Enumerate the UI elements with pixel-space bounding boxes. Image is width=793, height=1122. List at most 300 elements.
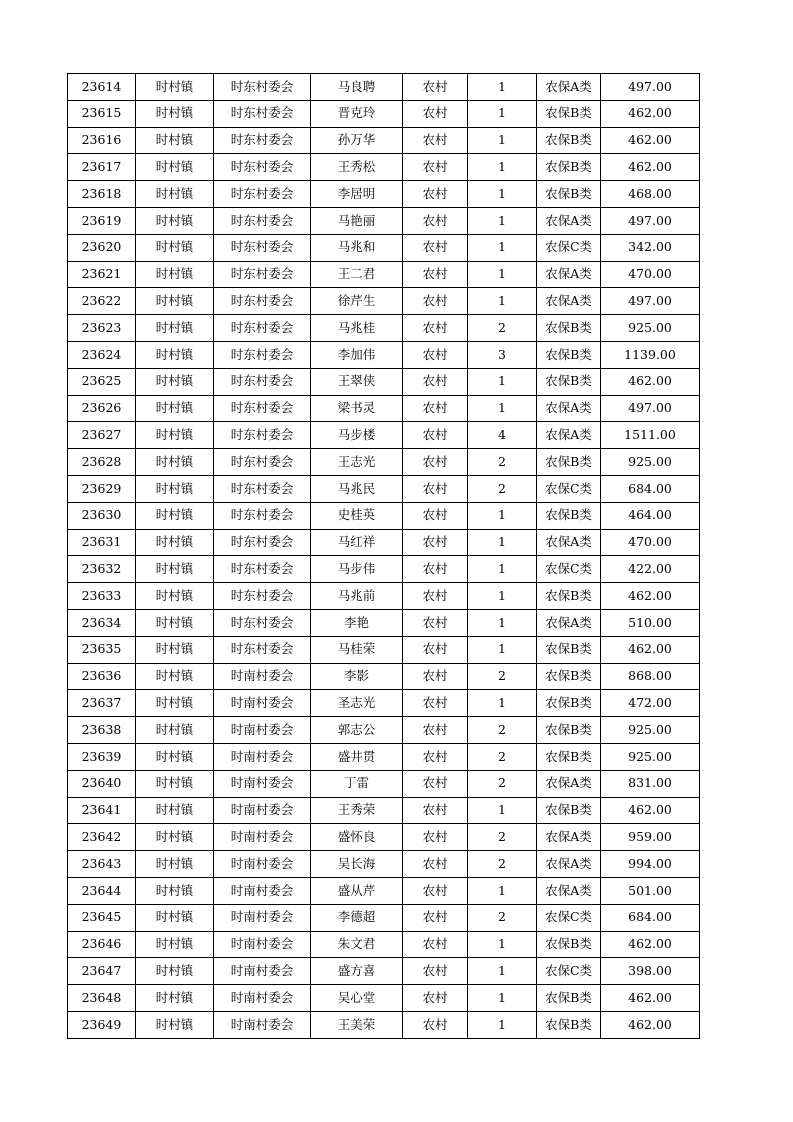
village-committee-cell: 时南村委会 — [214, 1011, 311, 1038]
person-name-cell: 孙万华 — [311, 127, 403, 154]
village-committee-cell: 时南村委会 — [214, 770, 311, 797]
member-count-cell: 1 — [468, 690, 537, 717]
member-count-cell: 1 — [468, 207, 537, 234]
record-id-cell: 23629 — [68, 475, 136, 502]
record-id-cell: 23620 — [68, 234, 136, 261]
person-name-cell: 盛井贯 — [311, 743, 403, 770]
insurance-category-cell: 农保A类 — [537, 261, 601, 288]
household-type-cell: 农村 — [403, 529, 468, 556]
amount-cell: 462.00 — [601, 1011, 700, 1038]
village-committee-cell: 时东村委会 — [214, 341, 311, 368]
insurance-category-cell: 农保A类 — [537, 851, 601, 878]
village-committee-cell: 时南村委会 — [214, 690, 311, 717]
town-cell: 时村镇 — [136, 261, 214, 288]
town-cell: 时村镇 — [136, 395, 214, 422]
insurance-category-cell: 农保B类 — [537, 154, 601, 181]
person-name-cell: 李加伟 — [311, 341, 403, 368]
table-row — [68, 449, 700, 476]
table-row — [68, 609, 700, 636]
person-name-cell: 朱文君 — [311, 931, 403, 958]
record-id-cell: 23645 — [68, 904, 136, 931]
amount-cell: 462.00 — [601, 154, 700, 181]
record-id-cell: 23640 — [68, 770, 136, 797]
town-cell: 时村镇 — [136, 315, 214, 342]
person-name-cell: 王秀松 — [311, 154, 403, 181]
village-committee-cell: 时东村委会 — [214, 181, 311, 208]
village-committee-cell: 时东村委会 — [214, 556, 311, 583]
town-cell: 时村镇 — [136, 931, 214, 958]
village-committee-cell: 时东村委会 — [214, 422, 311, 449]
member-count-cell: 2 — [468, 663, 537, 690]
member-count-cell: 1 — [468, 234, 537, 261]
village-committee-cell: 时东村委会 — [214, 368, 311, 395]
member-count-cell: 1 — [468, 100, 537, 127]
village-committee-cell: 时东村委会 — [214, 502, 311, 529]
member-count-cell: 1 — [468, 609, 537, 636]
record-id-cell: 23639 — [68, 743, 136, 770]
person-name-cell: 马兆桂 — [311, 315, 403, 342]
household-type-cell: 农村 — [403, 475, 468, 502]
amount-cell: 684.00 — [601, 475, 700, 502]
record-id-cell: 23628 — [68, 449, 136, 476]
village-committee-cell: 时南村委会 — [214, 743, 311, 770]
record-id-cell: 23648 — [68, 985, 136, 1012]
insurance-category-cell: 农保B类 — [537, 690, 601, 717]
amount-cell: 1511.00 — [601, 422, 700, 449]
member-count-cell: 2 — [468, 449, 537, 476]
table-row — [68, 851, 700, 878]
insurance-category-cell: 农保A类 — [537, 770, 601, 797]
member-count-cell: 1 — [468, 958, 537, 985]
table-row — [68, 877, 700, 904]
record-id-cell: 23644 — [68, 877, 136, 904]
records-body — [68, 74, 700, 1039]
household-type-cell: 农村 — [403, 1011, 468, 1038]
village-committee-cell: 时南村委会 — [214, 904, 311, 931]
member-count-cell: 1 — [468, 127, 537, 154]
amount-cell: 470.00 — [601, 261, 700, 288]
member-count-cell: 1 — [468, 877, 537, 904]
household-type-cell: 农村 — [403, 904, 468, 931]
member-count-cell: 2 — [468, 475, 537, 502]
amount-cell: 462.00 — [601, 100, 700, 127]
amount-cell: 925.00 — [601, 717, 700, 744]
member-count-cell: 2 — [468, 743, 537, 770]
household-type-cell: 农村 — [403, 181, 468, 208]
insurance-category-cell: 农保B类 — [537, 583, 601, 610]
town-cell: 时村镇 — [136, 636, 214, 663]
record-id-cell: 23622 — [68, 288, 136, 315]
village-committee-cell: 时南村委会 — [214, 877, 311, 904]
village-committee-cell: 时东村委会 — [214, 395, 311, 422]
table-row — [68, 743, 700, 770]
person-name-cell: 吴长海 — [311, 851, 403, 878]
household-type-cell: 农村 — [403, 315, 468, 342]
village-committee-cell: 时南村委会 — [214, 663, 311, 690]
household-type-cell: 农村 — [403, 583, 468, 610]
member-count-cell: 3 — [468, 341, 537, 368]
town-cell: 时村镇 — [136, 556, 214, 583]
insurance-category-cell: 农保B类 — [537, 797, 601, 824]
record-id-cell: 23641 — [68, 797, 136, 824]
member-count-cell: 1 — [468, 261, 537, 288]
household-type-cell: 农村 — [403, 636, 468, 663]
village-committee-cell: 时东村委会 — [214, 261, 311, 288]
town-cell: 时村镇 — [136, 609, 214, 636]
household-type-cell: 农村 — [403, 851, 468, 878]
town-cell: 时村镇 — [136, 743, 214, 770]
insurance-category-cell: 农保B类 — [537, 636, 601, 663]
insurance-category-cell: 农保B类 — [537, 315, 601, 342]
insurance-category-cell: 农保B类 — [537, 341, 601, 368]
record-id-cell: 23619 — [68, 207, 136, 234]
household-type-cell: 农村 — [403, 449, 468, 476]
table-row — [68, 529, 700, 556]
member-count-cell: 2 — [468, 770, 537, 797]
insurance-category-cell: 农保A类 — [537, 288, 601, 315]
table-row — [68, 636, 700, 663]
town-cell: 时村镇 — [136, 154, 214, 181]
household-type-cell: 农村 — [403, 422, 468, 449]
village-committee-cell: 时南村委会 — [214, 717, 311, 744]
record-id-cell: 23630 — [68, 502, 136, 529]
table-row — [68, 663, 700, 690]
insurance-category-cell: 农保A类 — [537, 609, 601, 636]
amount-cell: 501.00 — [601, 877, 700, 904]
insurance-category-cell: 农保B类 — [537, 985, 601, 1012]
table-row — [68, 958, 700, 985]
town-cell: 时村镇 — [136, 127, 214, 154]
person-name-cell: 郭志公 — [311, 717, 403, 744]
amount-cell: 497.00 — [601, 74, 700, 101]
town-cell: 时村镇 — [136, 717, 214, 744]
village-committee-cell: 时南村委会 — [214, 958, 311, 985]
town-cell: 时村镇 — [136, 341, 214, 368]
household-type-cell: 农村 — [403, 958, 468, 985]
record-id-cell: 23621 — [68, 261, 136, 288]
person-name-cell: 王美荣 — [311, 1011, 403, 1038]
member-count-cell: 2 — [468, 315, 537, 342]
table-row — [68, 475, 700, 502]
town-cell: 时村镇 — [136, 288, 214, 315]
member-count-cell: 1 — [468, 395, 537, 422]
table-row — [68, 261, 700, 288]
village-committee-cell: 时东村委会 — [214, 127, 311, 154]
table-row — [68, 127, 700, 154]
member-count-cell: 1 — [468, 368, 537, 395]
table-row — [68, 904, 700, 931]
village-committee-cell: 时东村委会 — [214, 529, 311, 556]
town-cell: 时村镇 — [136, 74, 214, 101]
record-id-cell: 23615 — [68, 100, 136, 127]
record-id-cell: 23635 — [68, 636, 136, 663]
member-count-cell: 1 — [468, 636, 537, 663]
record-id-cell: 23617 — [68, 154, 136, 181]
person-name-cell: 徐芹生 — [311, 288, 403, 315]
table-row — [68, 341, 700, 368]
record-id-cell: 23623 — [68, 315, 136, 342]
amount-cell: 468.00 — [601, 181, 700, 208]
person-name-cell: 李德超 — [311, 904, 403, 931]
village-committee-cell: 时南村委会 — [214, 931, 311, 958]
insurance-category-cell: 农保B类 — [537, 717, 601, 744]
record-id-cell: 23637 — [68, 690, 136, 717]
household-type-cell: 农村 — [403, 368, 468, 395]
table-row — [68, 502, 700, 529]
person-name-cell: 马兆民 — [311, 475, 403, 502]
member-count-cell: 2 — [468, 904, 537, 931]
amount-cell: 462.00 — [601, 368, 700, 395]
person-name-cell: 史桂英 — [311, 502, 403, 529]
record-id-cell: 23646 — [68, 931, 136, 958]
town-cell: 时村镇 — [136, 100, 214, 127]
insurance-category-cell: 农保C类 — [537, 234, 601, 261]
person-name-cell: 梁书灵 — [311, 395, 403, 422]
village-committee-cell: 时东村委会 — [214, 583, 311, 610]
table-row — [68, 395, 700, 422]
amount-cell: 497.00 — [601, 288, 700, 315]
person-name-cell: 马艳丽 — [311, 207, 403, 234]
village-committee-cell: 时东村委会 — [214, 288, 311, 315]
town-cell: 时村镇 — [136, 368, 214, 395]
member-count-cell: 1 — [468, 181, 537, 208]
insurance-category-cell: 农保C类 — [537, 958, 601, 985]
person-name-cell: 吴心堂 — [311, 985, 403, 1012]
member-count-cell: 1 — [468, 502, 537, 529]
records-table — [67, 73, 700, 1039]
village-committee-cell: 时东村委会 — [214, 315, 311, 342]
amount-cell: 510.00 — [601, 609, 700, 636]
household-type-cell: 农村 — [403, 154, 468, 181]
person-name-cell: 马红祥 — [311, 529, 403, 556]
table-row — [68, 931, 700, 958]
household-type-cell: 农村 — [403, 877, 468, 904]
household-type-cell: 农村 — [403, 717, 468, 744]
household-type-cell: 农村 — [403, 743, 468, 770]
household-type-cell: 农村 — [403, 690, 468, 717]
person-name-cell: 王秀荣 — [311, 797, 403, 824]
member-count-cell: 1 — [468, 583, 537, 610]
household-type-cell: 农村 — [403, 985, 468, 1012]
village-committee-cell: 时南村委会 — [214, 851, 311, 878]
record-id-cell: 23649 — [68, 1011, 136, 1038]
record-id-cell: 23625 — [68, 368, 136, 395]
insurance-category-cell: 农保B类 — [537, 100, 601, 127]
village-committee-cell: 时东村委会 — [214, 207, 311, 234]
insurance-category-cell: 农保A类 — [537, 824, 601, 851]
table-row — [68, 207, 700, 234]
village-committee-cell: 时东村委会 — [214, 234, 311, 261]
record-id-cell: 23643 — [68, 851, 136, 878]
record-id-cell: 23634 — [68, 609, 136, 636]
household-type-cell: 农村 — [403, 100, 468, 127]
amount-cell: 464.00 — [601, 502, 700, 529]
insurance-category-cell: 农保B类 — [537, 181, 601, 208]
amount-cell: 462.00 — [601, 797, 700, 824]
town-cell: 时村镇 — [136, 797, 214, 824]
table-row — [68, 770, 700, 797]
table-row — [68, 824, 700, 851]
amount-cell: 462.00 — [601, 985, 700, 1012]
town-cell: 时村镇 — [136, 181, 214, 208]
table-row — [68, 1011, 700, 1038]
village-committee-cell: 时东村委会 — [214, 154, 311, 181]
person-name-cell: 李艳 — [311, 609, 403, 636]
household-type-cell: 农村 — [403, 797, 468, 824]
town-cell: 时村镇 — [136, 824, 214, 851]
member-count-cell: 1 — [468, 931, 537, 958]
person-name-cell: 李影 — [311, 663, 403, 690]
household-type-cell: 农村 — [403, 502, 468, 529]
person-name-cell: 王二君 — [311, 261, 403, 288]
amount-cell: 959.00 — [601, 824, 700, 851]
table-row — [68, 181, 700, 208]
town-cell: 时村镇 — [136, 690, 214, 717]
person-name-cell: 马桂荣 — [311, 636, 403, 663]
insurance-category-cell: 农保A类 — [537, 207, 601, 234]
town-cell: 时村镇 — [136, 904, 214, 931]
table-row — [68, 315, 700, 342]
town-cell: 时村镇 — [136, 475, 214, 502]
amount-cell: 831.00 — [601, 770, 700, 797]
amount-cell: 497.00 — [601, 207, 700, 234]
record-id-cell: 23616 — [68, 127, 136, 154]
household-type-cell: 农村 — [403, 127, 468, 154]
record-id-cell: 23632 — [68, 556, 136, 583]
table-row — [68, 717, 700, 744]
table-row — [68, 154, 700, 181]
record-id-cell: 23624 — [68, 341, 136, 368]
person-name-cell: 马良聘 — [311, 74, 403, 101]
town-cell: 时村镇 — [136, 851, 214, 878]
amount-cell: 925.00 — [601, 315, 700, 342]
member-count-cell: 1 — [468, 1011, 537, 1038]
household-type-cell: 农村 — [403, 609, 468, 636]
insurance-category-cell: 农保B类 — [537, 127, 601, 154]
household-type-cell: 农村 — [403, 663, 468, 690]
member-count-cell: 1 — [468, 154, 537, 181]
member-count-cell: 1 — [468, 288, 537, 315]
table-row — [68, 234, 700, 261]
amount-cell: 470.00 — [601, 529, 700, 556]
person-name-cell: 盛从芹 — [311, 877, 403, 904]
table-row — [68, 100, 700, 127]
table-row — [68, 74, 700, 101]
household-type-cell: 农村 — [403, 288, 468, 315]
amount-cell: 472.00 — [601, 690, 700, 717]
person-name-cell: 圣志光 — [311, 690, 403, 717]
record-id-cell: 23642 — [68, 824, 136, 851]
insurance-category-cell: 农保B类 — [537, 1011, 601, 1038]
village-committee-cell: 时南村委会 — [214, 824, 311, 851]
amount-cell: 462.00 — [601, 583, 700, 610]
table-row — [68, 422, 700, 449]
table-row — [68, 797, 700, 824]
insurance-category-cell: 农保B类 — [537, 449, 601, 476]
town-cell: 时村镇 — [136, 985, 214, 1012]
amount-cell: 925.00 — [601, 743, 700, 770]
village-committee-cell: 时东村委会 — [214, 100, 311, 127]
person-name-cell: 马步楼 — [311, 422, 403, 449]
town-cell: 时村镇 — [136, 663, 214, 690]
household-type-cell: 农村 — [403, 395, 468, 422]
person-name-cell: 晋克玲 — [311, 100, 403, 127]
record-id-cell: 23636 — [68, 663, 136, 690]
household-type-cell: 农村 — [403, 931, 468, 958]
town-cell: 时村镇 — [136, 422, 214, 449]
member-count-cell: 1 — [468, 529, 537, 556]
insurance-category-cell: 农保C类 — [537, 904, 601, 931]
member-count-cell: 2 — [468, 851, 537, 878]
village-committee-cell: 时东村委会 — [214, 74, 311, 101]
amount-cell: 342.00 — [601, 234, 700, 261]
insurance-category-cell: 农保B类 — [537, 663, 601, 690]
amount-cell: 925.00 — [601, 449, 700, 476]
household-type-cell: 农村 — [403, 341, 468, 368]
person-name-cell: 李居明 — [311, 181, 403, 208]
person-name-cell: 盛方喜 — [311, 958, 403, 985]
town-cell: 时村镇 — [136, 529, 214, 556]
insurance-category-cell: 农保A类 — [537, 395, 601, 422]
table-row — [68, 288, 700, 315]
amount-cell: 462.00 — [601, 931, 700, 958]
town-cell: 时村镇 — [136, 1011, 214, 1038]
person-name-cell: 丁雷 — [311, 770, 403, 797]
household-type-cell: 农村 — [403, 74, 468, 101]
insurance-category-cell: 农保B类 — [537, 743, 601, 770]
village-committee-cell: 时南村委会 — [214, 985, 311, 1012]
household-type-cell: 农村 — [403, 207, 468, 234]
town-cell: 时村镇 — [136, 877, 214, 904]
village-committee-cell: 时东村委会 — [214, 449, 311, 476]
amount-cell: 398.00 — [601, 958, 700, 985]
town-cell: 时村镇 — [136, 234, 214, 261]
table-row — [68, 985, 700, 1012]
insurance-category-cell: 农保B类 — [537, 502, 601, 529]
household-type-cell: 农村 — [403, 234, 468, 261]
town-cell: 时村镇 — [136, 449, 214, 476]
person-name-cell: 马兆前 — [311, 583, 403, 610]
record-id-cell: 23647 — [68, 958, 136, 985]
record-id-cell: 23633 — [68, 583, 136, 610]
amount-cell: 462.00 — [601, 636, 700, 663]
household-type-cell: 农村 — [403, 261, 468, 288]
amount-cell: 497.00 — [601, 395, 700, 422]
amount-cell: 462.00 — [601, 127, 700, 154]
table-row — [68, 368, 700, 395]
insurance-category-cell: 农保A类 — [537, 422, 601, 449]
record-id-cell: 23614 — [68, 74, 136, 101]
table-row — [68, 690, 700, 717]
insurance-category-cell: 农保B类 — [537, 368, 601, 395]
village-committee-cell: 时南村委会 — [214, 797, 311, 824]
insurance-category-cell: 农保C类 — [537, 556, 601, 583]
insurance-category-cell: 农保B类 — [537, 931, 601, 958]
insurance-category-cell: 农保A类 — [537, 74, 601, 101]
town-cell: 时村镇 — [136, 583, 214, 610]
village-committee-cell: 时东村委会 — [214, 475, 311, 502]
village-committee-cell: 时东村委会 — [214, 609, 311, 636]
town-cell: 时村镇 — [136, 770, 214, 797]
person-name-cell: 马步伟 — [311, 556, 403, 583]
record-id-cell: 23626 — [68, 395, 136, 422]
amount-cell: 1139.00 — [601, 341, 700, 368]
village-committee-cell: 时东村委会 — [214, 636, 311, 663]
member-count-cell: 2 — [468, 824, 537, 851]
member-count-cell: 1 — [468, 797, 537, 824]
person-name-cell: 盛怀良 — [311, 824, 403, 851]
member-count-cell: 1 — [468, 556, 537, 583]
